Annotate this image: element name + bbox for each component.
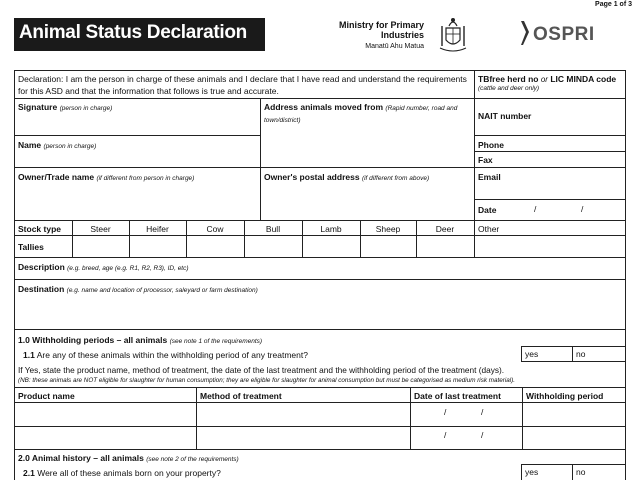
date-separator: /: [534, 204, 537, 214]
tally-cow[interactable]: [186, 235, 244, 257]
name-label: Name (person in charge): [18, 140, 97, 150]
owner-field[interactable]: [14, 167, 260, 220]
declaration-form: [14, 70, 626, 480]
destination-field[interactable]: [14, 279, 625, 329]
name-field[interactable]: [14, 135, 260, 168]
ospri-logo-text: OSPRI: [533, 24, 595, 45]
col-withholding-period: Withholding period: [526, 391, 604, 401]
date-separator: /: [581, 204, 584, 214]
tallies-label: Tallies: [18, 242, 44, 252]
stock-type-other: Other: [478, 224, 500, 234]
divider: [14, 387, 625, 388]
nait-label: NAIT number: [478, 111, 532, 121]
postal-label: Owner's postal address (if different from above): [264, 172, 430, 182]
date-separator: /: [444, 430, 447, 440]
page-number: Page 1 of 3: [595, 1, 632, 8]
col-divider: [572, 464, 573, 480]
form-title: Animal Status Declaration: [14, 18, 265, 51]
nait-field[interactable]: [474, 107, 625, 135]
section1-instruction: If Yes, state the product name, method of treatment, the date of the last treatment and the withholding period of the treatment (days).: [18, 365, 505, 375]
address-label: Address animals moved from (Rapid number, road and town/district): [264, 102, 458, 124]
divider: [14, 449, 625, 450]
stock-type-heifer: Heifer: [146, 224, 169, 234]
divider: [14, 220, 625, 221]
fax-field[interactable]: [474, 151, 625, 167]
owner-label: Owner/Trade name (if different from person in charge): [18, 172, 195, 182]
phone-label: Phone: [478, 140, 504, 150]
stock-type-label: Stock type: [18, 224, 61, 234]
treatment-row1-withholding[interactable]: [522, 402, 625, 426]
treatment-row2-date[interactable]: [410, 426, 522, 449]
stock-type-cow: Cow: [206, 224, 224, 234]
stock-type-bull: Bull: [265, 224, 281, 234]
date-separator: /: [444, 407, 447, 417]
fax-label: Fax: [478, 155, 493, 165]
col-date-last-treatment: Date of last treatment: [414, 391, 501, 401]
section1-heading: 1.0 Withholding periods – all animals (see note 1 of the requirements): [18, 335, 263, 345]
col-product-name: Product name: [18, 391, 75, 401]
divider: [14, 329, 625, 330]
date-label: Date: [478, 205, 497, 215]
date-separator: /: [481, 430, 484, 440]
treatment-row1-product[interactable]: [14, 402, 196, 426]
tally-steer[interactable]: [72, 235, 129, 257]
tally-other[interactable]: [474, 235, 625, 257]
stock-type-deer: Deer: [435, 224, 455, 234]
tbfree-note: (cattle and deer only): [478, 85, 540, 92]
date-field[interactable]: [504, 200, 624, 218]
section2-heading: 2.0 Animal history – all animals (see note 2 of the requirements): [18, 453, 239, 463]
treatment-row2-product[interactable]: [14, 426, 196, 449]
declaration-text: Declaration: I am the person in charge of these animals and I declare that I have read and understand the requirements for this ASD and that the information that follows is true and accurate.: [18, 74, 467, 96]
signature-label: Signature (person in charge): [18, 102, 113, 112]
q1-1: 1.1 Are any of these animals within the withholding period of any treatment?: [23, 350, 308, 360]
tally-bull[interactable]: [244, 235, 302, 257]
tbfree-label: TBfree herd no or LIC MINDA code: [478, 74, 617, 84]
q2-1: 2.1 Were all of these animals born on your property?: [23, 468, 221, 478]
tally-heifer[interactable]: [129, 235, 186, 257]
mpi-logo-text: [311, 20, 424, 50]
signature-field[interactable]: [14, 98, 260, 138]
tally-sheep[interactable]: [360, 235, 416, 257]
treatment-row1-method[interactable]: [196, 402, 410, 426]
stock-type-sheep: Sheep: [375, 224, 401, 234]
mpi-name: Ministry for Primary Industries: [338, 20, 424, 40]
email-label: Email: [478, 172, 501, 182]
tally-deer[interactable]: [416, 235, 474, 257]
email-field[interactable]: [474, 167, 625, 199]
q2-1-no[interactable]: no: [576, 467, 586, 477]
treatment-row2-method[interactable]: [196, 426, 410, 449]
col-divider: [572, 346, 573, 362]
col-method: Method of treatment: [200, 391, 282, 401]
tally-lamb[interactable]: [302, 235, 360, 257]
treatment-row2-withholding[interactable]: [522, 426, 625, 449]
mpi-maori-name: Manatū Ahu Matua: [365, 43, 424, 50]
stock-type-lamb: Lamb: [320, 224, 342, 234]
frame-top: [14, 70, 626, 71]
postal-field[interactable]: [260, 167, 474, 220]
address-field[interactable]: [260, 98, 474, 168]
q1-1-yes[interactable]: yes: [525, 349, 539, 359]
section1-nb: (NB: these animals are NOT eligible for slaughter for human consumption; they are eligible for slaughter for animal consumption but must be categorised as medium risk material).: [18, 377, 515, 384]
stock-type-steer: Steer: [90, 224, 111, 234]
description-field[interactable]: [14, 257, 625, 279]
date-separator: /: [481, 407, 484, 417]
frame-right: [625, 70, 626, 480]
description-label: Description (e.g. breed, age (e.g. R1, R2, R3), ID, etc): [18, 262, 189, 272]
q2-1-yes[interactable]: yes: [525, 467, 539, 477]
treatment-row1-date[interactable]: [410, 402, 522, 426]
nz-coat-of-arms-icon: [436, 14, 470, 54]
destination-label: Destination (e.g. name and location of processor, saleyard or farm destination): [18, 284, 258, 294]
q1-1-no[interactable]: no: [576, 349, 586, 359]
phone-field[interactable]: [474, 135, 625, 151]
